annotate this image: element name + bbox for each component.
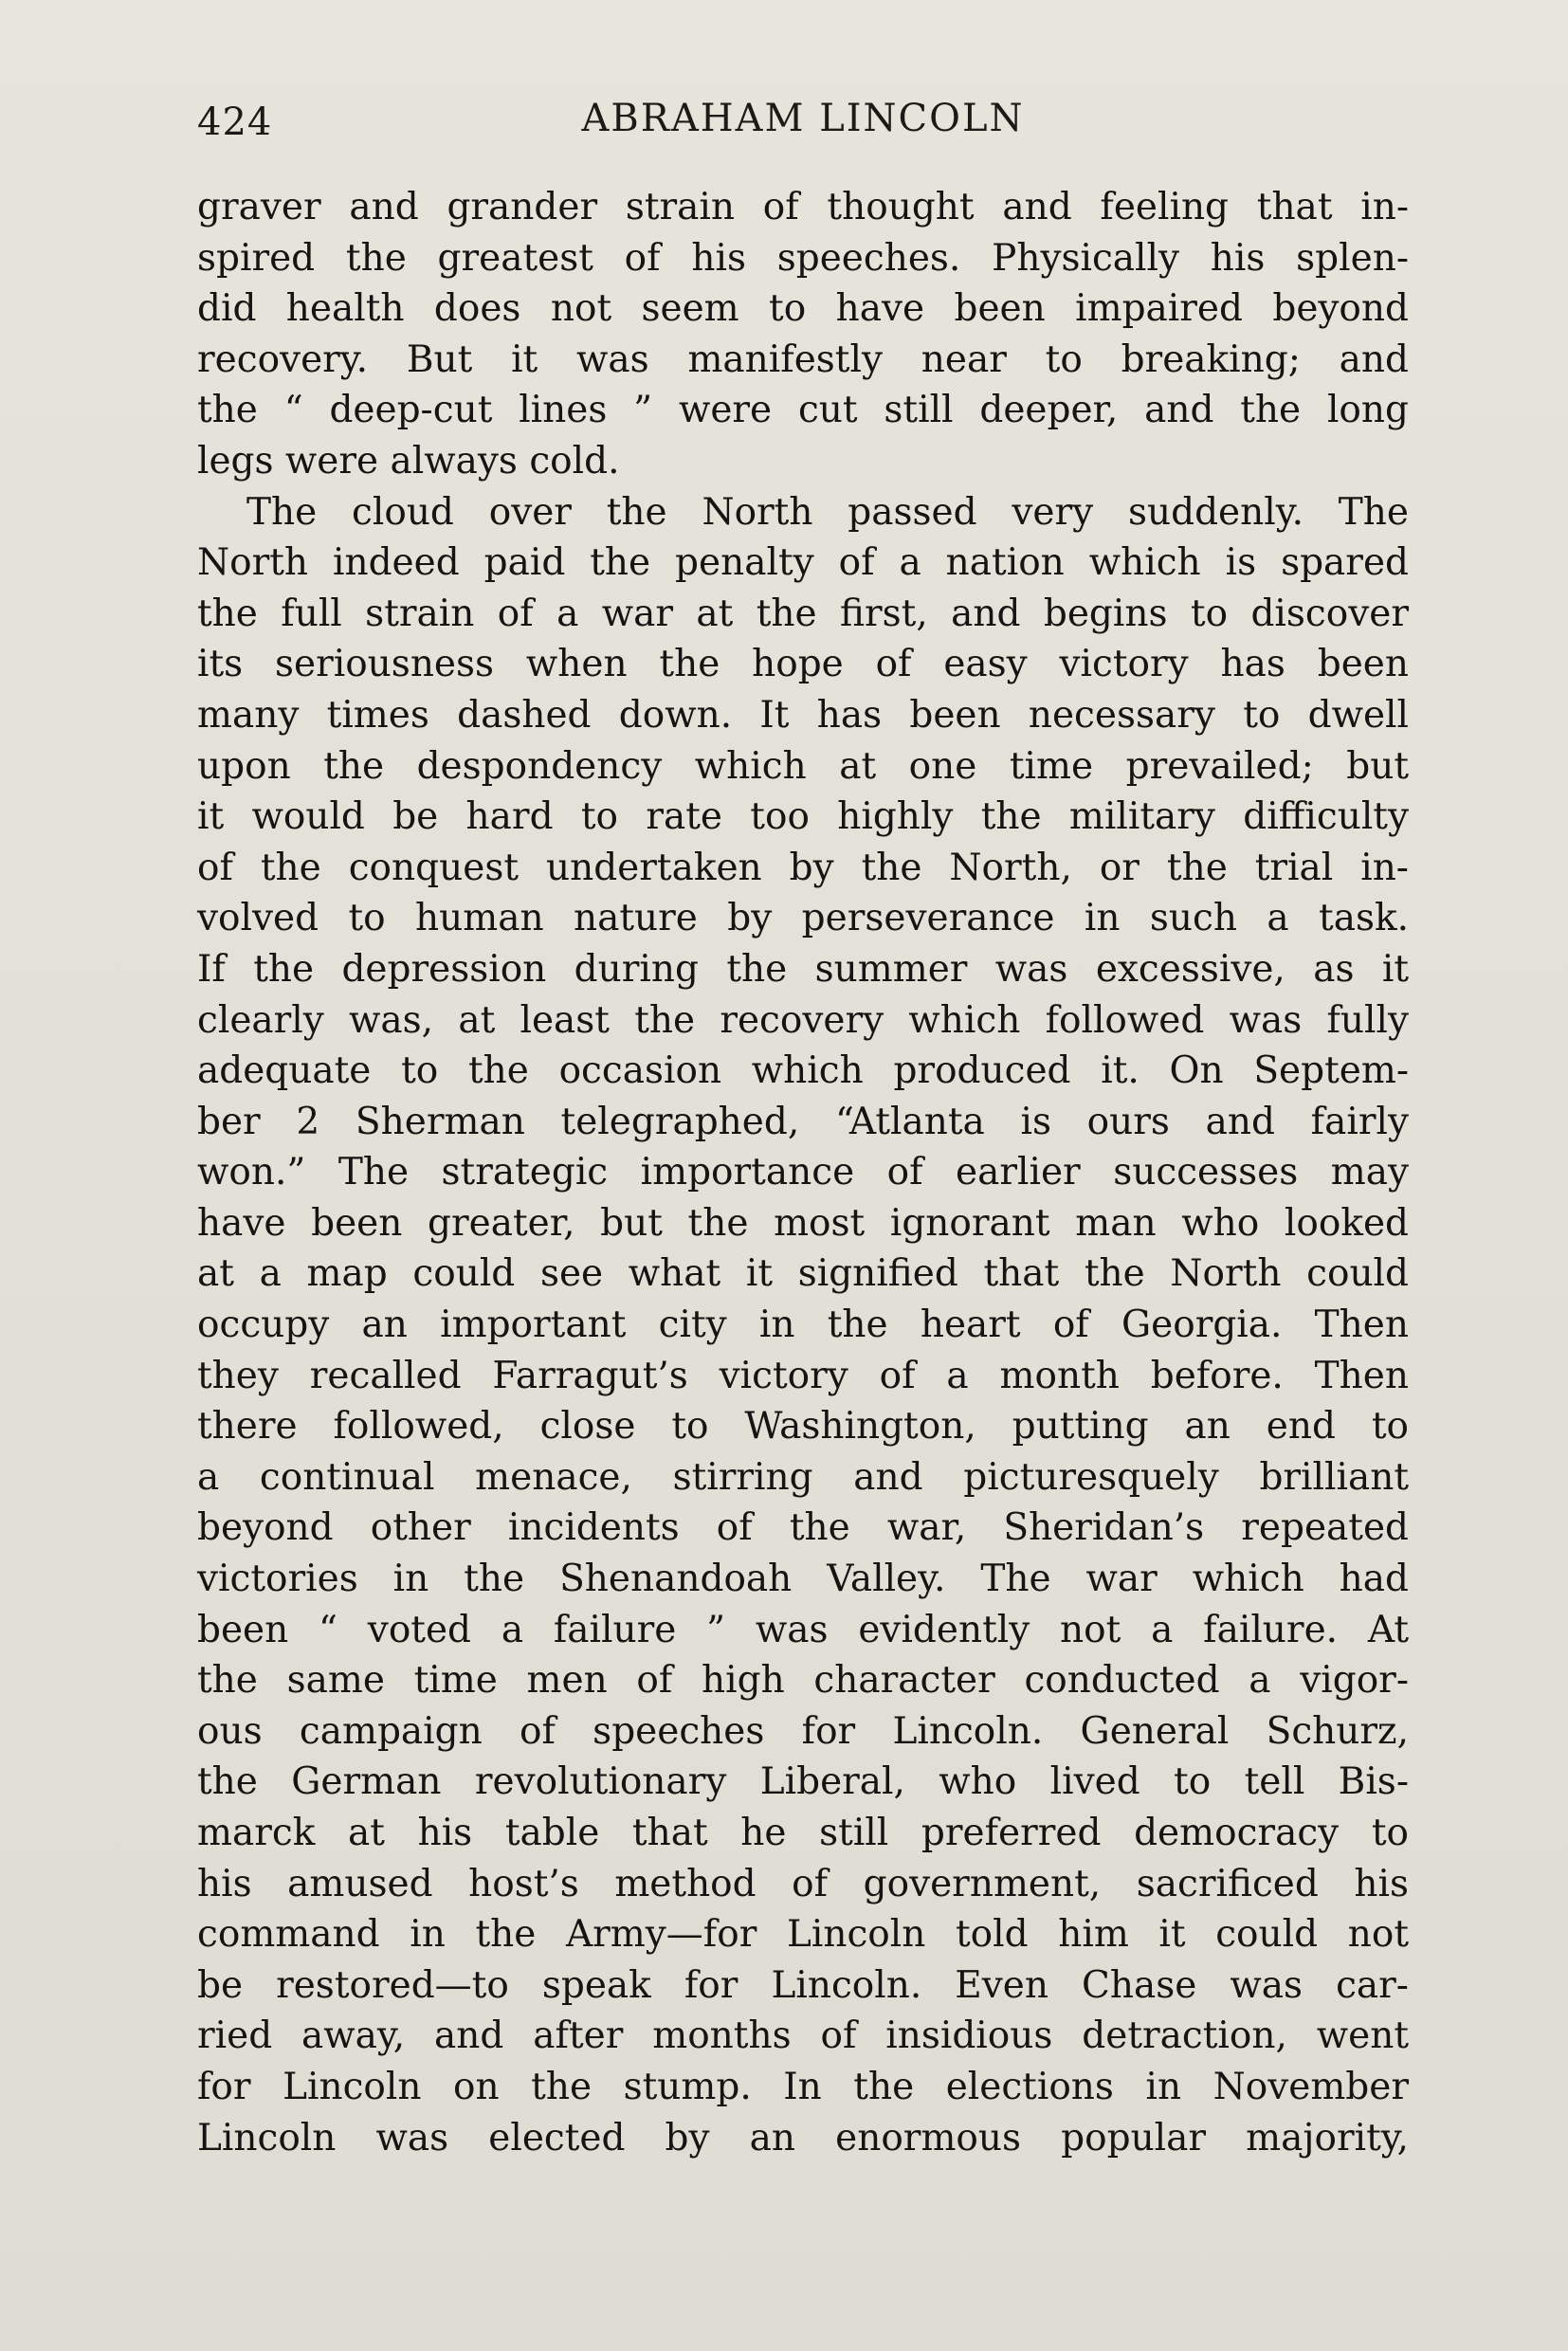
text-line: If the depression during the summer was excessive, as it — [197, 947, 1409, 991]
running-head: ABRAHAM LINCOLN — [581, 97, 1025, 140]
text-line: spired the greatest of his speeches. Physically his splen- — [197, 236, 1409, 280]
text-line: there followed, close to Washington, putting an end to — [197, 1405, 1409, 1449]
text-line: a continual menace, stirring and picturesquely brilliant — [197, 1455, 1409, 1499]
text-line: they recalled Farragut’s victory of a month before. Then — [197, 1354, 1409, 1397]
text-line: its seriousness when the hope of easy victory has been — [197, 643, 1409, 686]
page-header — [197, 93, 1409, 150]
text-line: graver and grander strain of thought and feeling that in- — [197, 186, 1409, 228]
text-line: Lincoln was elected by an enormous popular majority, — [197, 2116, 1409, 2160]
text-line: The cloud over the North passed very suddenly. The — [246, 490, 1409, 534]
text-line: command in the Army—for Lincoln told him it could not — [197, 1913, 1409, 1957]
text-line: ried away, and after months of insidious detraction, went — [197, 2014, 1409, 2058]
text-line: recovery. But it was manifestly near to breaking; and — [197, 337, 1409, 381]
text-line: the German revolutionary Liberal, who lived to tell Bis- — [197, 1760, 1409, 1804]
text-line: adequate to the occasion which produced it. On Septem- — [197, 1049, 1409, 1093]
body-text — [197, 182, 1409, 2163]
text-line: marck at his table that he still preferred democracy to — [197, 1812, 1409, 1854]
text-line: volved to human nature by perseverance in such a task. — [197, 897, 1409, 940]
text-line: for Lincoln on the stump. In the elections in November — [197, 2065, 1409, 2108]
text-line: many times dashed down. It has been necessary to dwell — [197, 693, 1409, 737]
text-line: have been greater, but the most ignorant man who looked — [197, 1201, 1409, 1245]
text-line: the same time men of high character conducted a vigor- — [197, 1659, 1409, 1703]
text-line: the full strain of a war at the first, and begins to discover — [197, 592, 1409, 635]
text-line: been “ voted a failure ” was evidently not a failure. At — [197, 1608, 1409, 1651]
text-line: ber 2 Sherman telegraphed, “Atlanta is ours and fairly — [197, 1100, 1409, 1143]
text-line: beyond other incidents of the war, Sheridan’s repeated — [197, 1506, 1409, 1550]
text-line: occupy an important city in the heart of Georgia. Then — [197, 1303, 1409, 1347]
text-line: victories in the Shenandoah Valley. The war which had — [197, 1558, 1409, 1601]
text-line: did health does not seem to have been impaired beyond — [197, 287, 1409, 331]
text-line: won.” The strategic importance of earlier successes may — [197, 1151, 1409, 1194]
text-line: North indeed paid the penalty of a nation which is spared — [197, 541, 1409, 585]
text-line: it would be hard to rate too highly the military difficulty — [197, 795, 1409, 839]
text-line: be restored—to speak for Lincoln. Even Chase was car- — [197, 1963, 1409, 2007]
text-line: clearly was, at least the recovery which followed was fully — [197, 998, 1409, 1042]
text-line: of the conquest undertaken by the North, or the trial in- — [197, 846, 1409, 889]
text-line: upon the despondency which at one time prevailed; but — [197, 744, 1409, 788]
text-line: the “ deep-cut lines ” were cut still deeper, and the long — [197, 389, 1409, 432]
text-line: at a map could see what it signified that the North could — [197, 1252, 1409, 1296]
page-number: 424 — [197, 100, 273, 144]
text-line: legs were always cold. — [197, 439, 620, 483]
text-line: ous campaign of speeches for Lincoln. General Schurz, — [197, 1709, 1409, 1753]
text-line: his amused host’s method of government, sacrificed his — [197, 1862, 1409, 1905]
